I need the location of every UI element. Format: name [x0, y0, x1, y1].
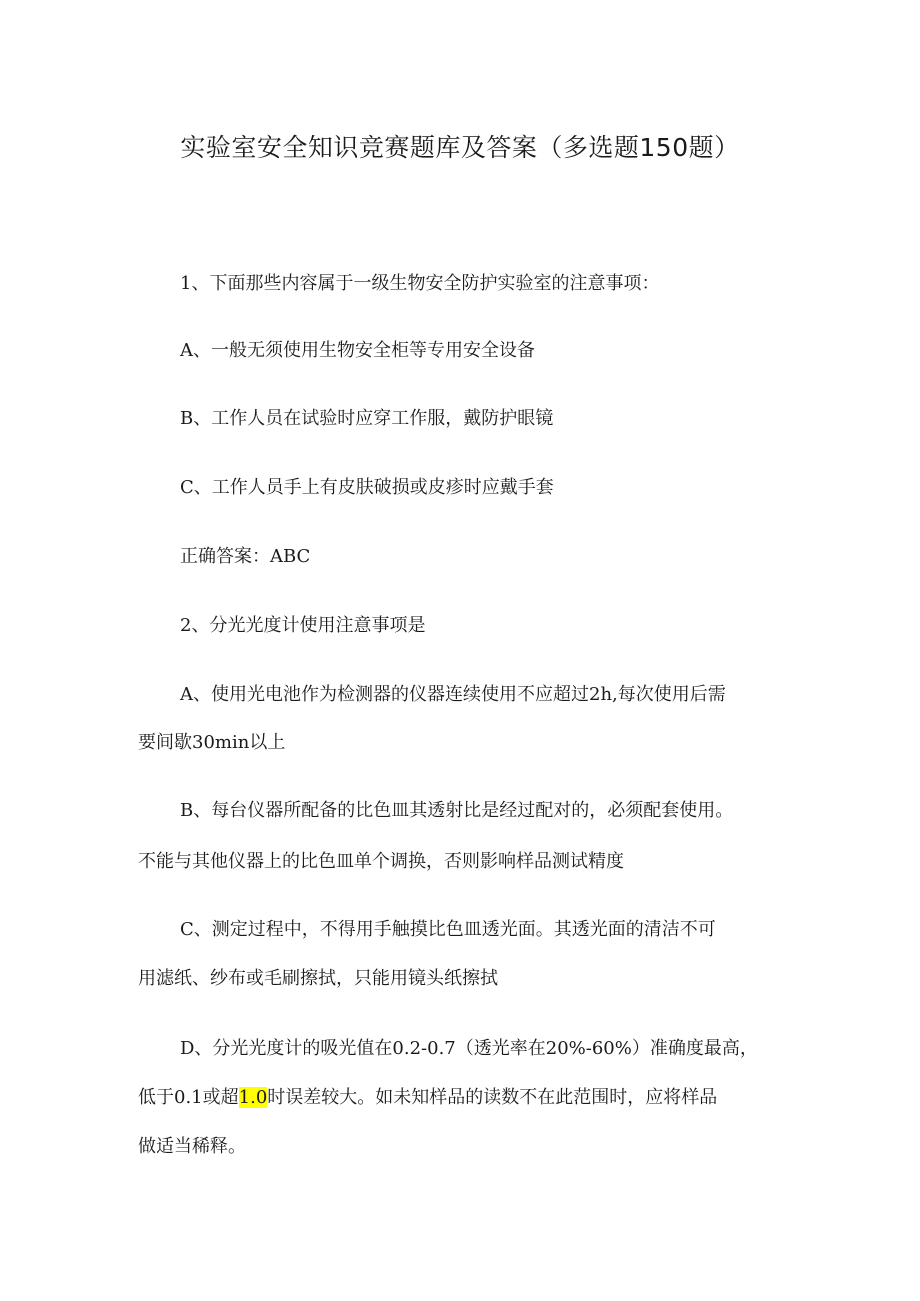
question-2-option-b-line1: B、每台仪器所配备的比色皿其透射比是经过配对的，必须配套使用。 [180, 800, 734, 821]
question-1-option-b: B、工作人员在试验时应穿工作服，戴防护眼镜 [180, 408, 554, 429]
question-1-stem: 1、下面那些内容属于一级生物安全防护实验室的注意事项： [180, 273, 660, 294]
question-2-option-d-line2 [138, 1087, 788, 1109]
document-title: 实验室安全知识竞赛题库及答案（多选题150题） [180, 133, 740, 162]
question-1-answer: 正确答案：ABC [180, 546, 311, 567]
question-2-option-a-line1: A、使用光电池作为检测器的仪器连续使用不应超过2h,每次使用后需 [180, 684, 726, 705]
question-2-stem: 2、分光光度计使用注意事项是 [180, 615, 426, 636]
highlighted-value: 1.0 [238, 1087, 268, 1108]
option-d-line2-end: 时误差较大。如未知样品的读数不在此范围时，应将样品 [267, 1087, 718, 1108]
question-2-option-d-line1: D、分光光度计的吸光值在0.2-0.7（透光率在20%-60%）准确度最高， [180, 1038, 758, 1059]
question-2-option-b-line2: 不能与其他仪器上的比色皿单个调换，否则影响样品测试精度 [138, 851, 624, 872]
question-1-option-c: C、工作人员手上有皮肤破损或皮疹时应戴手套 [180, 477, 554, 498]
question-1-option-a: A、一般无须使用生物安全柜等专用安全设备 [180, 340, 535, 361]
question-2-option-d-line3: 做适当稀释。 [138, 1136, 246, 1157]
option-d-line2-start: 低于0.1或超 [138, 1087, 239, 1108]
question-2-option-c-line2: 用滤纸、纱布或毛刷擦拭，只能用镜头纸擦拭 [138, 968, 498, 989]
question-2-option-c-line1: C、测定过程中，不得用手触摸比色皿透光面。其透光面的清洁不可 [180, 919, 716, 940]
question-2-option-a-line2: 要间歇30min以上 [138, 732, 286, 753]
